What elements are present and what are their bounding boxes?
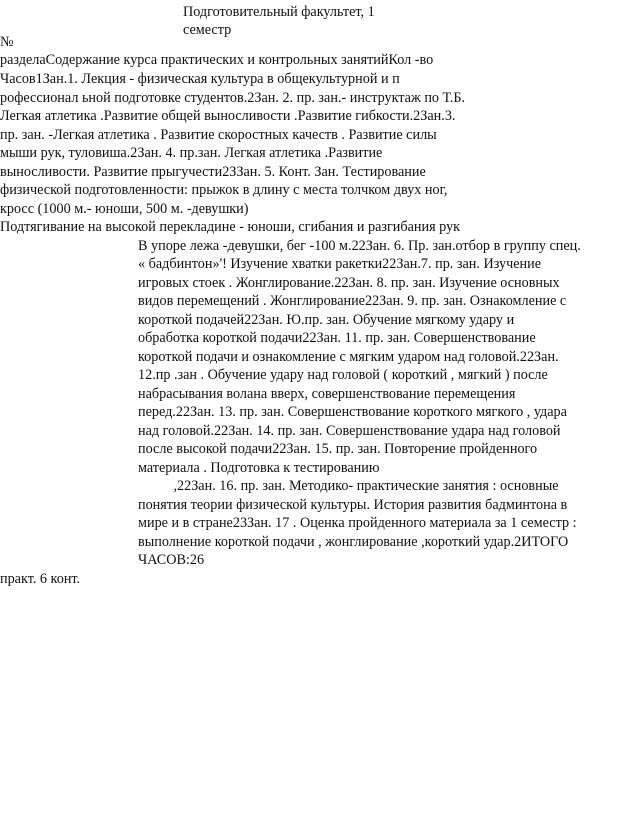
text-line-indented: ЧАСОВ:26	[138, 552, 205, 568]
text-line: физической подготовленности: прыжок в длину с места толчком двух ног,	[0, 182, 448, 198]
text-line-indented: видов перемещений . Жонглирование22Зан. 9. пр. зан. Ознакомление с	[138, 293, 567, 309]
text-line: Подтягивание на высокой перекладине - юноши, сгибания и разгибания рук	[0, 219, 461, 235]
number-sign: №	[0, 34, 14, 50]
text-line-indented: 12.пр .зан . Обучение удару над головой ( короткий , мягкий ) после	[138, 367, 548, 383]
text-line-indented: перед.22Зан. 13. пр. зан. Совершенствование короткого мягкого , удара	[138, 404, 567, 420]
text-line-indented: В упоре лежа -девушки, бег -100 м.22Зан. 6. Пр. зан.отбор в группу спец.	[138, 238, 581, 254]
text-line-indented: игровых стоек . Жонглирование.22Зан. 8. пр. зан. Изучение основных	[138, 275, 560, 291]
header-line-1: Подготовительный факультет, 1	[183, 4, 375, 20]
text-line: выносливости. Развитие прыгучести2ЗЗан. 5. Конт. Зан. Тестирование	[0, 164, 426, 180]
text-line-indented: материала . Подготовка к тестированию	[138, 460, 380, 476]
text-line-indented: выполнение короткой подачи , жонглирование ,короткий удар.2ИТОГО	[138, 534, 569, 550]
text-line: рофессионал ьной подготовке студентов.2Зан. 2. пр. зан.- инструктаж по Т.Б.	[0, 90, 466, 106]
text-line-indented: короткой подачи и ознакомление с мягким ударом над головой.22Зан.	[138, 349, 559, 365]
header-line-2: семестр	[183, 22, 232, 38]
text-line: мыши рук, туловиша.2Зан. 4. пр.зан. Легкая атлетика .Развитие	[0, 145, 383, 161]
text-line-indented: после высокой подачи22Зан. 15. пр. зан. Повторение пройденного	[138, 441, 538, 457]
text-line: пр. зан. -Легкая атлетика . Развитие скоростных качеств . Развитие силы	[0, 127, 437, 143]
table-header-row: разделаСодержание курса практических и контрольных занятийКол -во	[0, 52, 434, 68]
text-line-indented: « бадбинтон»'! Изучение хватки ракетки22Зан.7. пр. зан. Изучение	[138, 256, 542, 272]
text-line: Легкая атлетика .Развитие общей выносливости .Развитие гибкости.2Зан.3.	[0, 108, 456, 124]
text-line-indented: короткой подачей22Зан. Ю.пр. зан. Обучение мягкому удару и	[138, 312, 515, 328]
text-line-indented: обработка короткой подачи22Зан. 11. пр. зан. Совершенствование	[138, 330, 536, 346]
text-line-indented: понятия теории физической культуры. История развития бадминтона в	[138, 497, 568, 513]
text-line-indented: мире и в стране23Зан. 17 . Оценка пройденного материала за 1 семестр :	[138, 515, 577, 531]
text-line-indented: ,22Зан. 16. пр. зан. Методико- практические занятия : основные	[138, 478, 559, 494]
text-line-indented: над головой.22Зан. 14. пр. зан. Совершенствование удара над головой	[138, 423, 561, 439]
text-line: Часов1Зан.1. Лекция - физическая культура в общекультурной и п	[0, 71, 400, 87]
text-line: кросс (1000 м.- юноши, 500 м. -девушки)	[0, 201, 249, 217]
footer-summary: практ. 6 конт.	[0, 571, 81, 587]
text-line-indented: набрасывания волана вверх, совершенствование перемещения	[138, 386, 516, 402]
